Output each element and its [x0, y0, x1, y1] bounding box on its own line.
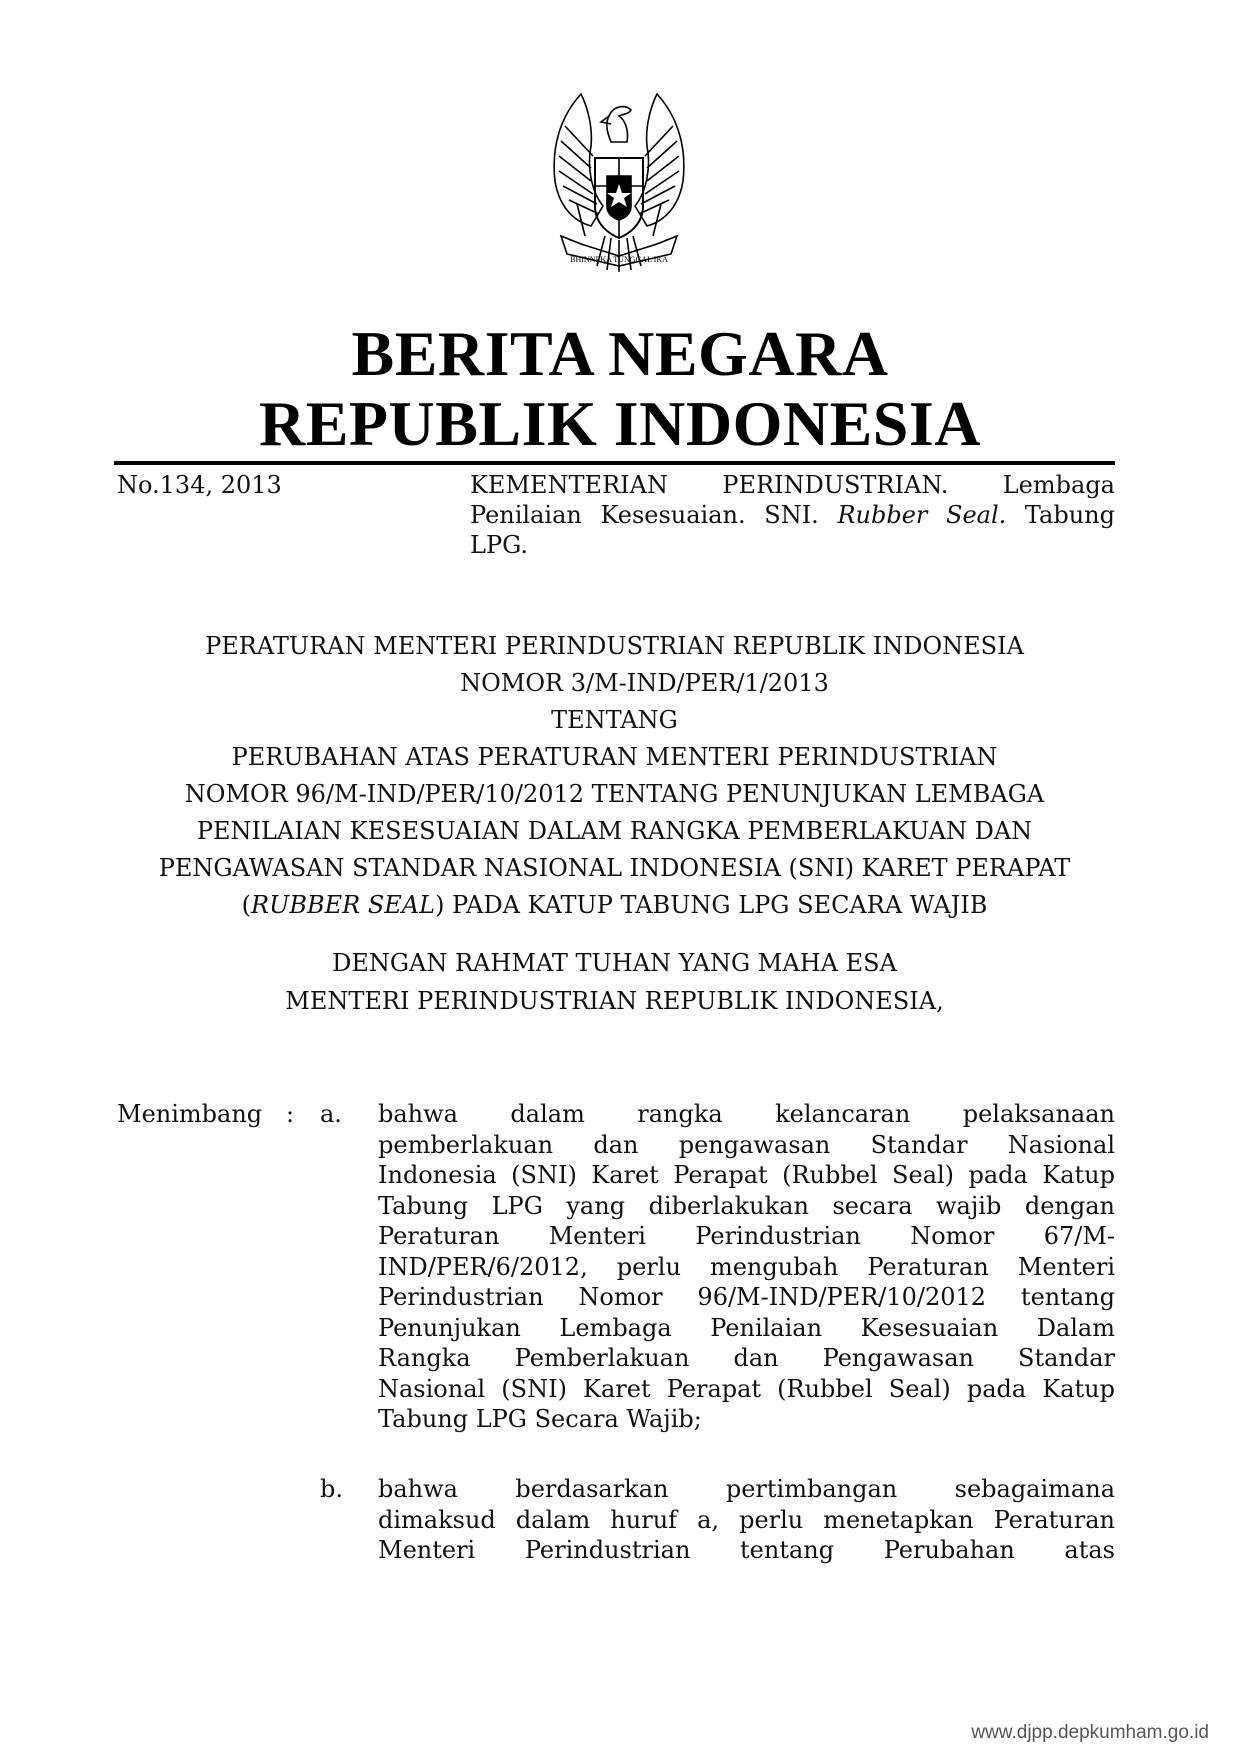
source-watermark: www.djpp.depkumham.go.id: [971, 1722, 1209, 1743]
subject-line: KEMENTERIAN PERINDUSTRIAN. Lembaga: [470, 471, 1115, 499]
masthead-title: BERITA NEGARA: [351, 318, 889, 389]
title-number: NOMOR 3/M-IND/PER/1/2013: [460, 669, 829, 697]
preamble: [114, 944, 1115, 1020]
title-line: PENGAWASAN STANDAR NASIONAL INDONESIA (SNI) KARET PERAPAT: [158, 854, 1071, 882]
gazette-subject: [470, 470, 1115, 560]
item-marker: b.: [320, 1475, 343, 1503]
masthead-divider: [114, 461, 1115, 465]
gazette-number: No.134, 2013: [117, 471, 282, 499]
masthead-subtitle: REPUBLIK INDONESIA: [258, 388, 982, 459]
subject-line: LPG.: [470, 531, 529, 559]
considerations-label: Menimbang: [117, 1100, 263, 1128]
title-line: TENTANG: [551, 706, 678, 734]
subject-italic: Rubber Seal.: [837, 501, 1007, 529]
subject-line: Penilaian Kesesuaian. SNI.: [470, 501, 838, 529]
considerations-colon: :: [286, 1100, 295, 1128]
svg-text:BHINNEKA TUNGGAL IKA: BHINNEKA TUNGGAL IKA: [570, 255, 668, 264]
consideration-item-a: bahwa dalam rangka kelancaran pelaksanaan pemberlakuan dan pengawasan Standar Nasional Indonesia (SNI) Karet Perapat (Rubbel Seal) pada Katup Tabung LPG yang diberlakukan secara wajib dengan Peraturan Menteri Perindustrian Nomor 67/M- IND/PER/6/2012, perlu mengubah Peraturan Menteri Perindustrian Nomor 96/M-IND/PER/10/2012 tentang Penunjukan Lembaga Penilaian Kesesuaian Dalam Rangka Pemberlakuan dan Pengawasan Standar Nasional (SNI) Karet Perapat (Rubbel Seal) pada Katup Tabung LPG Secara Wajib;: [378, 1100, 1115, 1433]
garuda-emblem-icon: [521, 86, 717, 282]
title-line: PERATURAN MENTERI PERINDUSTRIAN REPUBLIK INDONESIA: [205, 632, 1024, 660]
preamble-line: MENTERI PERINDUSTRIAN REPUBLIK INDONESIA,: [285, 987, 944, 1015]
title-line: PENILAIAN KESESUAIAN DALAM RANGKA PEMBERLAKUAN DAN: [196, 817, 1033, 845]
subject-line: Tabung: [1006, 501, 1115, 529]
title-line: (RUBBER SEAL) PADA KATUP TABUNG LPG SECARA WAJIB: [241, 891, 988, 919]
title-line: PERUBAHAN ATAS PERATURAN MENTERI PERINDUSTRIAN: [231, 743, 998, 771]
consideration-item-b: bahwa berdasarkan pertimbangan sebagaimana dimaksud dalam huruf a, perlu menetapkan Peraturan Menteri Perindustrian tentang Perubahan atas: [378, 1475, 1115, 1564]
item-marker: a.: [320, 1100, 342, 1128]
preamble-line: DENGAN RAHMAT TUHAN YANG MAHA ESA: [332, 949, 897, 977]
title-line: NOMOR 96/M-IND/PER/10/2012 TENTANG PENUNJUKAN LEMBAGA: [184, 780, 1045, 808]
regulation-title: [114, 628, 1115, 924]
